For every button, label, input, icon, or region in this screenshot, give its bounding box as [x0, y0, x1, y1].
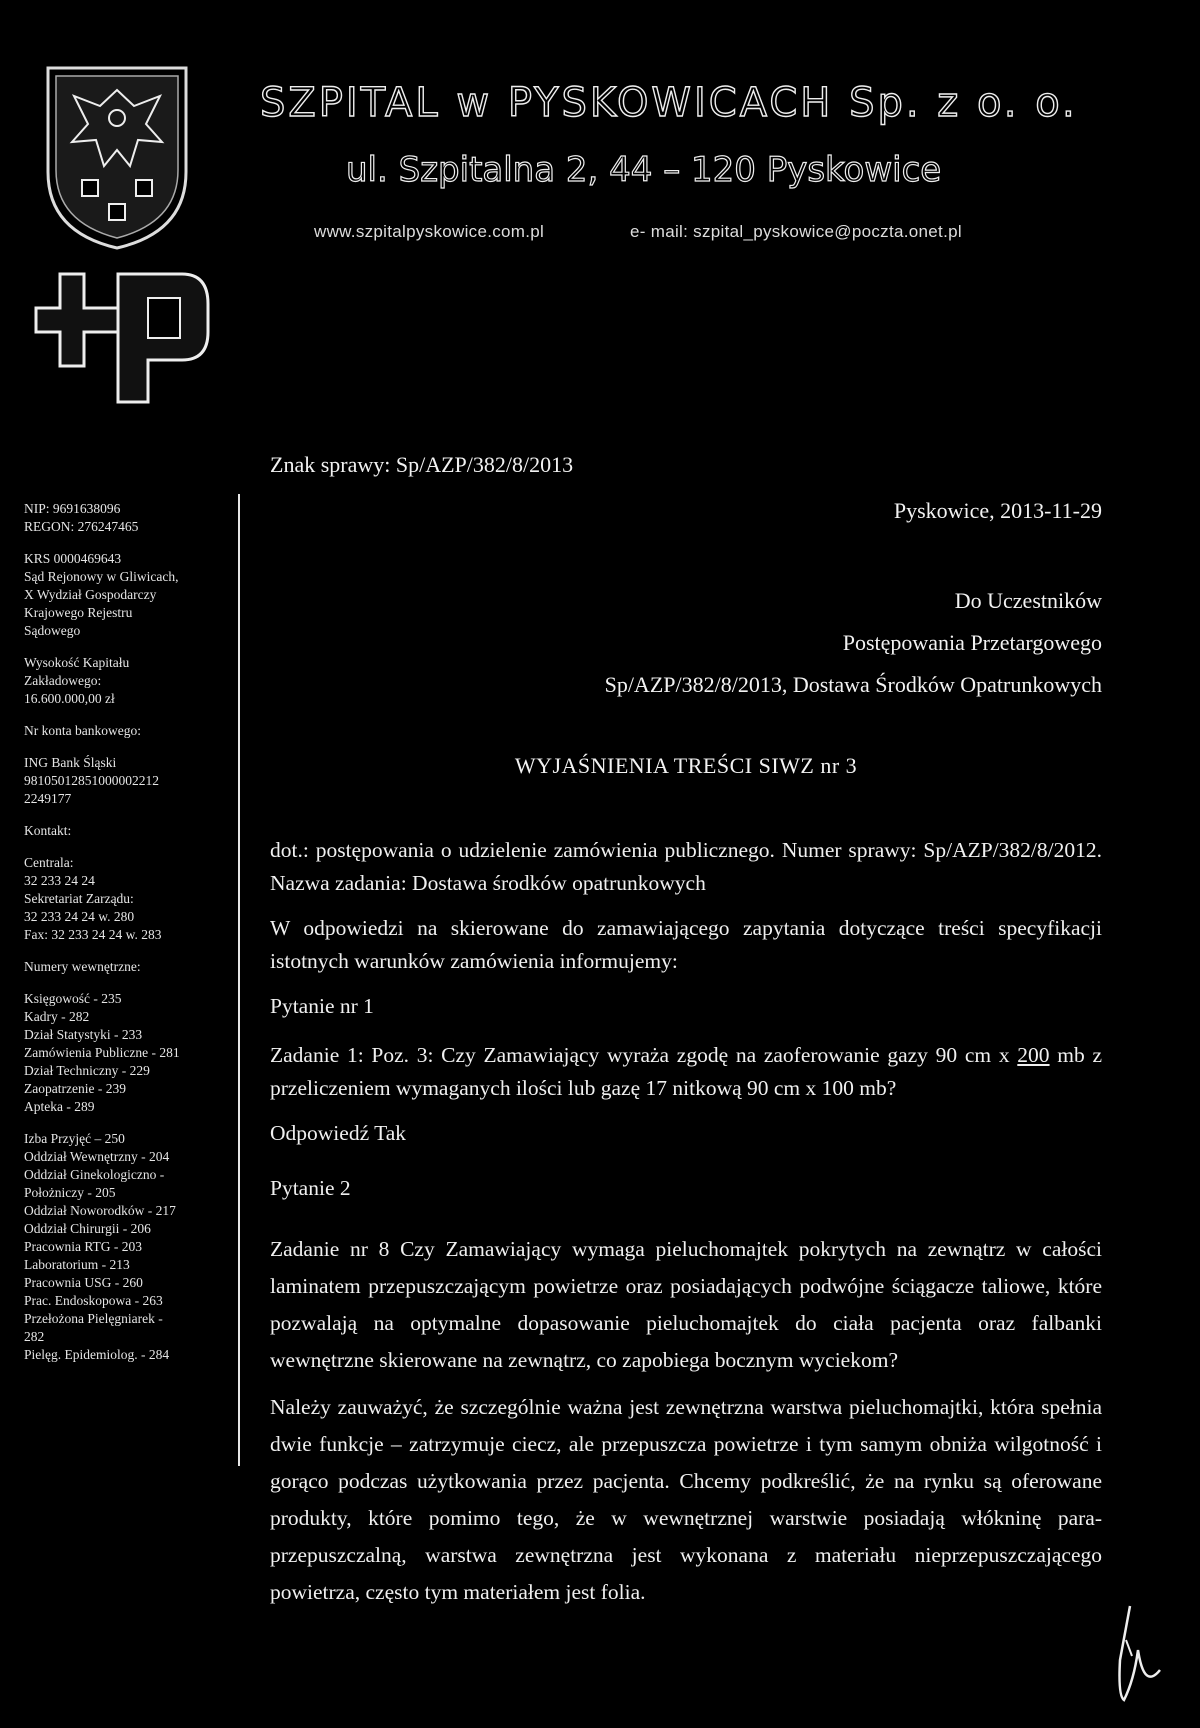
sidebar-group [24, 822, 236, 840]
sidebar-line: REGON: 276247465 [24, 519, 139, 534]
cross-p-logo [32, 268, 212, 408]
sidebar-line: Kontakt: [24, 823, 72, 838]
addressee-line: Postępowania Przetargowego [842, 630, 1102, 655]
addressee-line: Do Uczestników [954, 588, 1102, 613]
sidebar-line: Sąd Rejonowy w Gliwicach, [24, 569, 179, 584]
addressee-line: Sp/AZP/382/8/2013, Dostawa Środków Opatrunkowych [604, 672, 1102, 697]
sidebar-line: Oddział Ginekologiczno - [24, 1167, 165, 1182]
question-2-label: Pytanie 2 [270, 1176, 351, 1200]
sidebar-line: 282 [24, 1329, 45, 1344]
case-reference: Znak sprawy: Sp/AZP/382/8/2013 [270, 452, 574, 477]
sidebar-line: 98105012851000002212 [24, 773, 159, 788]
document-title: WYJAŚNIENIA TREŚCI SIWZ nr 3 [514, 753, 858, 778]
sidebar-divider [238, 494, 240, 1466]
sidebar-line: KRS 0000469643 [24, 551, 122, 566]
document-body [270, 834, 1102, 1611]
sidebar-group [24, 550, 236, 640]
question-2-note: Należy zauważyć, że szczególnie ważna jest zewnętrzna warstwa pieluchomajtki, która spełnia dwie funkcje – zatrzymuje ciecz, ale przepuszcza powietrze i tym samym obniża wilgotność i gorąco podczas użytkowania przez pacjenta. Chcemy podkreślić, że na rynku są oferowane produkty, które pomimo tego, że w wewnętrznej warstwie posiadają włókninę para-przepuszczalną, warstwa zewnętrzna jest wykonana z materiału nieprzepuszczającego powietrza, często tym materiałem jest folia. [270, 1395, 1102, 1604]
sidebar-line: Apteka - 289 [24, 1099, 95, 1114]
sidebar-line: Pielęg. Epidemiolog. - 284 [24, 1347, 170, 1362]
sidebar-group [24, 500, 236, 536]
sidebar-line: Nr konta bankowego: [24, 723, 141, 738]
subject-paragraph: dot.: postępowania o udzielenie zamówienia publicznego. Numer sprawy: Sp/AZP/382/8/2012. Nazwa zadania: Dostawa środków opatrunkowych [270, 838, 1102, 895]
email-link[interactable]: e- mail: szpital_pyskowice@poczta.onet.pl [630, 222, 962, 241]
sidebar-group [24, 1130, 236, 1364]
signature-scribble [1090, 1600, 1170, 1710]
sidebar-line: Przełożona Pielęgniarek - [24, 1311, 163, 1326]
sidebar-line: 2249177 [24, 791, 72, 806]
sidebar-line: Zaopatrzenie - 239 [24, 1081, 126, 1096]
sidebar-line: Pracownia RTG - 203 [24, 1239, 143, 1254]
sidebar-line: Numery wewnętrzne: [24, 959, 141, 974]
question-2-text: Zadanie nr 8 Czy Zamawiający wymaga pieluchomajtek pokrytych na zewnątrz w całości laminatem przepuszczającym powietrze oraz posiadających podwójne ściągacze taliowe, które pozwalają na optymalne dopasowanie pieluchomajtek do ciała pacjenta oraz falbanki wewnętrzne skierowane na zewnątrz, co zapobiega bocznym wyciekom? [270, 1237, 1102, 1372]
sidebar-line: Oddział Chirurgii - 206 [24, 1221, 151, 1236]
sidebar-line: Krajowego Rejestru [24, 605, 133, 620]
sidebar-line: 32 233 24 24 [24, 873, 95, 888]
answer-1: Odpowiedź Tak [270, 1121, 407, 1145]
intro-paragraph: W odpowiedzi na skierowane do zamawiającego zapytania dotyczące treści specyfikacji istotnych warunków zamówienia informujemy: [270, 916, 1102, 973]
sidebar-line: Księgowość - 235 [24, 991, 122, 1006]
question-1-label: Pytanie nr 1 [270, 994, 374, 1018]
hospital-address: ul. Szpitalna 2, 44 – 120 Pyskowice [346, 150, 942, 190]
sidebar-line: Centrala: [24, 855, 74, 870]
sidebar-group [24, 722, 236, 740]
sidebar-line: Pracownia USG - 260 [24, 1275, 143, 1290]
sidebar-line: Oddział Wewnętrzny - 204 [24, 1149, 170, 1164]
sidebar-group [24, 654, 236, 708]
sidebar-line: Zamówienia Publiczne - 281 [24, 1045, 180, 1060]
sidebar-group [24, 754, 236, 808]
company-info-sidebar [24, 500, 236, 1378]
addressee-block [605, 580, 1102, 706]
sidebar-group [24, 854, 236, 944]
document-date: Pyskowice, 2013-11-29 [893, 498, 1102, 523]
sidebar-line: Kadry - 282 [24, 1009, 90, 1024]
sidebar-group [24, 958, 236, 976]
sidebar-line: Prac. Endoskopowa - 263 [24, 1293, 163, 1308]
question-1-text: Zadanie 1: Poz. 3: Czy Zamawiający wyraża zgodę na zaoferowanie gazy 90 cm x 200 mb z przeliczeniem wymaganych ilości lub gazę 17 nitkową 90 cm x 100 mb? [270, 1043, 1102, 1100]
sidebar-line: ING Bank Śląski [24, 755, 117, 770]
sidebar-line: Dział Techniczny - 229 [24, 1063, 150, 1078]
sidebar-line: Położniczy - 205 [24, 1185, 116, 1200]
sidebar-group [24, 990, 236, 1116]
sidebar-line: 16.600.000,00 zł [24, 691, 115, 706]
sidebar-line: NIP: 9691638096 [24, 501, 121, 516]
sidebar-line: Wysokość Kapitału [24, 655, 130, 670]
sidebar-line: Zakładowego: [24, 673, 102, 688]
sidebar-line: Sądowego [24, 623, 81, 638]
sidebar-line: Oddział Noworodków - 217 [24, 1203, 176, 1218]
sidebar-line: Sekretariat Zarządu: [24, 891, 134, 906]
sidebar-line: Laboratorium - 213 [24, 1257, 130, 1272]
sidebar-line: Fax: 32 233 24 24 w. 283 [24, 927, 162, 942]
sidebar-line: Dział Statystyki - 233 [24, 1027, 143, 1042]
hospital-name: SZPITAL w PYSKOWICACH Sp. z o. o. [260, 80, 1078, 126]
coat-of-arms-logo [42, 62, 192, 252]
sidebar-line: Izba Przyjęć – 250 [24, 1131, 125, 1146]
sidebar-line: 32 233 24 24 w. 280 [24, 909, 135, 924]
website-link[interactable]: www.szpitalpyskowice.com.pl [314, 222, 545, 241]
sidebar-line: X Wydział Gospodarczy [24, 587, 157, 602]
